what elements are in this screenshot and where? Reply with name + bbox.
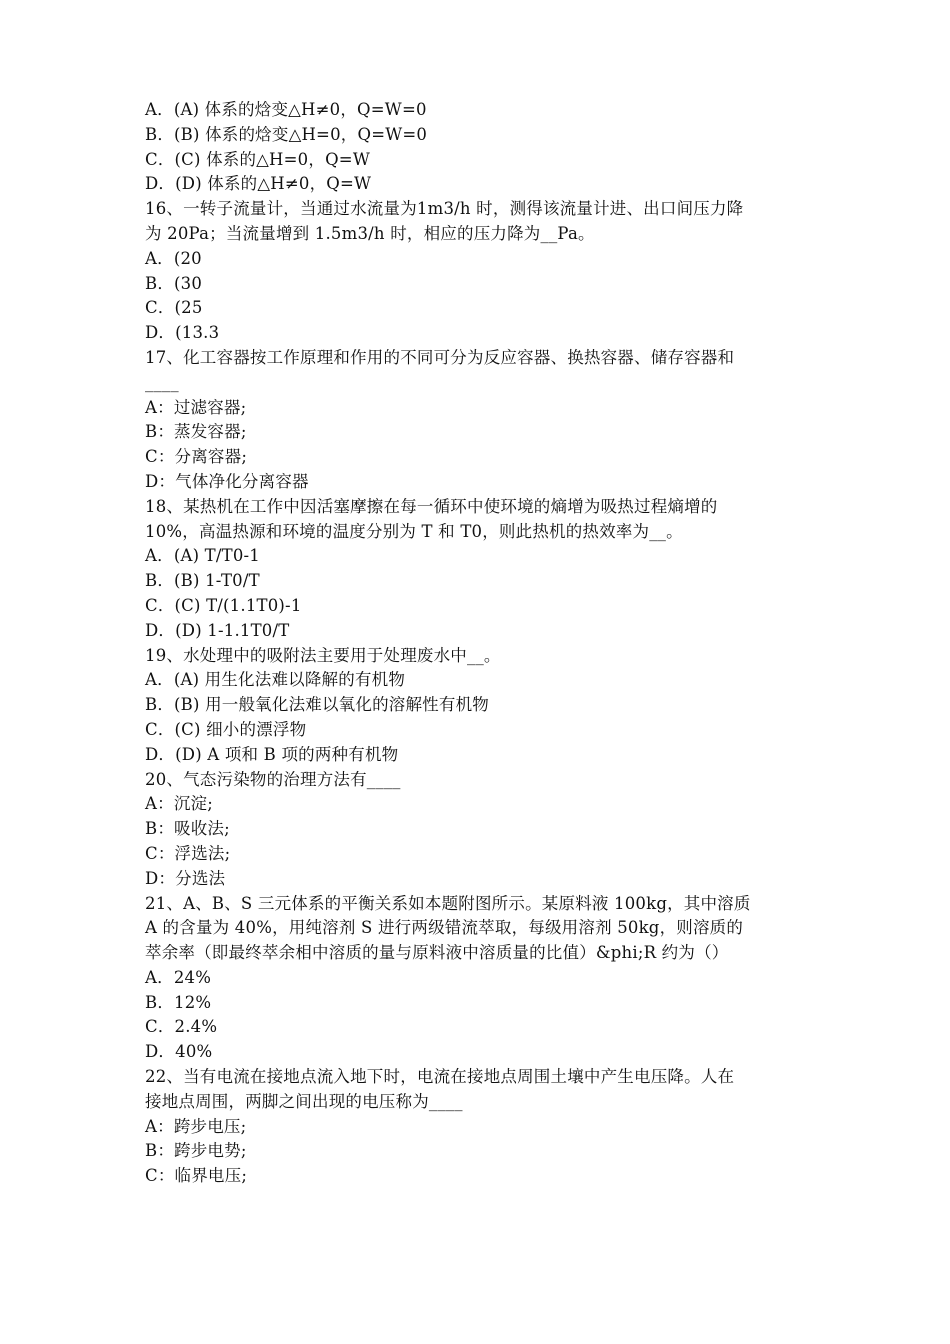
q21-question-line-3: 萃余率（即最终萃余相中溶质的量与原料液中溶质量的比值）&phi;R 约为（） xyxy=(145,943,729,963)
q15-option-d: D．(D) 体系的△H≠0，Q=W xyxy=(145,174,372,194)
q17-option-d: D：气体净化分离容器 xyxy=(145,471,309,491)
q20-option-b: B：吸收法; xyxy=(145,819,230,839)
q22-question-line-2: 接地点周围，两脚之间出现的电压称为____ xyxy=(145,1091,463,1111)
q22-option-c: C：临界电压; xyxy=(145,1166,248,1186)
q21-option-a: A．24% xyxy=(145,967,212,987)
q15-option-c: C．(C) 体系的△H=0，Q=W xyxy=(145,149,370,169)
q18-question-line-1: 18、某热机在工作中因活塞摩擦在每一循环中使环境的熵增为吸热过程熵增的 xyxy=(145,496,718,516)
q20-option-a: A：沉淀; xyxy=(145,794,213,814)
q22-option-b: B：跨步电势; xyxy=(145,1141,247,1161)
q16-question-line-1: 16、一转子流量计，当通过水流量为1m3/h 时，测得该流量计进、出口间压力降 xyxy=(145,199,744,219)
q21-question-line-1: 21、A、B、S 三元体系的平衡关系如本题附图所示。某原料液 100kg，其中溶质 xyxy=(145,893,751,913)
q17-option-b: B：蒸发容器; xyxy=(145,422,247,442)
q18-option-b: B．(B) 1-T0/T xyxy=(145,571,260,591)
q17-question-line-1: 17、化工容器按工作原理和作用的不同可分为反应容器、换热容器、储存容器和 xyxy=(145,347,735,367)
q19-option-a: A．(A) 用生化法难以降解的有机物 xyxy=(145,670,406,690)
q20-question: 20、气态污染物的治理方法有____ xyxy=(145,769,401,789)
q19-option-c: C．(C) 细小的漂浮物 xyxy=(145,719,307,739)
q18-question-line-2: 10%，高温热源和环境的温度分别为 T 和 T0，则此热机的热效率为__。 xyxy=(145,521,683,541)
q16-option-d: D．(13.3 xyxy=(145,323,220,343)
document-page xyxy=(145,98,815,1189)
q16-option-a: A．(20 xyxy=(145,248,202,268)
q15-option-b: B．(B) 体系的焓变△H=0，Q=W=0 xyxy=(145,124,428,144)
q20-option-c: C：浮选法; xyxy=(145,843,231,863)
q18-option-a: A．(A) T/T0-1 xyxy=(145,546,260,566)
q15-option-a: A．(A) 体系的焓变△H≠0，Q=W=0 xyxy=(145,100,427,119)
q21-question-line-2: A 的含量为 40%，用纯溶剂 S 进行两级错流萃取，每级用溶剂 50kg，则溶质的 xyxy=(145,918,744,938)
q21-option-b: B．12% xyxy=(145,992,212,1012)
q16-option-b: B．(30 xyxy=(145,273,203,293)
q22-option-a: A：跨步电压; xyxy=(145,1116,247,1136)
q20-option-d: D：分选法 xyxy=(145,868,226,888)
q18-option-d: D．(D) 1-1.1T0/T xyxy=(145,620,290,640)
q17-option-a: A：过滤容器; xyxy=(145,397,247,417)
q16-option-c: C．(25 xyxy=(145,298,203,318)
q21-option-c: C．2.4% xyxy=(145,1017,218,1037)
q19-option-d: D．(D) A 项和 B 项的两种有机物 xyxy=(145,744,399,764)
q17-question-line-2: ____ xyxy=(145,372,179,392)
q19-question: 19、水处理中的吸附法主要用于处理废水中__。 xyxy=(145,645,501,665)
q19-option-b: B．(B) 用一般氧化法难以氧化的溶解性有机物 xyxy=(145,695,489,715)
q18-option-c: C．(C) T/(1.1T0)-1 xyxy=(145,595,302,615)
q22-question-line-1: 22、当有电流在接地点流入地下时，电流在接地点周围土壤中产生电压降。人在 xyxy=(145,1067,735,1087)
q16-question-line-2: 为 20Pa；当流量增到 1.5m3/h 时，相应的压力降为__Pa。 xyxy=(145,223,595,243)
q17-option-c: C：分离容器; xyxy=(145,447,248,467)
q21-option-d: D．40% xyxy=(145,1042,213,1062)
